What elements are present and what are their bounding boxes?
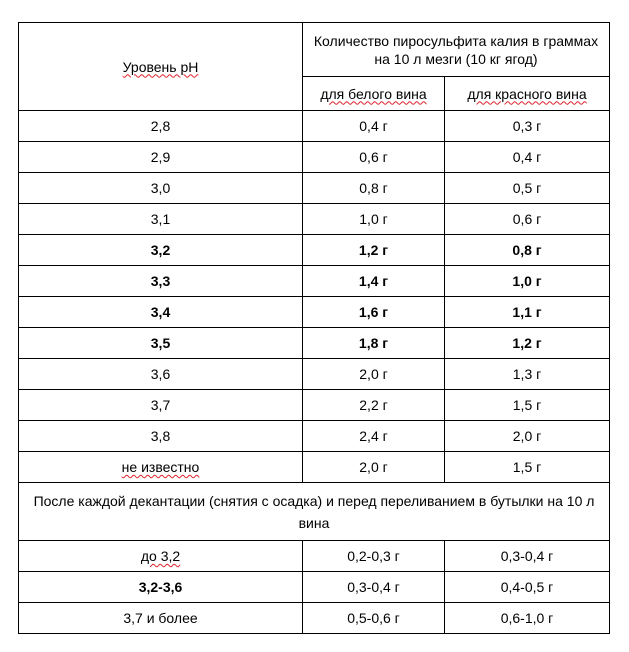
header-row: [19, 23, 610, 77]
section-header-cell: После каждой декантации (снятия с осадка) и перед переливанием в бутылки на 10 л вина: [19, 483, 610, 541]
white-dose-cell: 1,0 г: [303, 204, 445, 235]
ph-cell: 2,9: [19, 142, 303, 173]
ph-cell: [19, 452, 303, 483]
red-dose-cell: 1,2 г: [445, 328, 610, 359]
ph-cell: 3,1: [19, 204, 303, 235]
white-dose-cell: 0,3-0,4 г: [303, 572, 445, 603]
ph-header-cell: [19, 23, 303, 111]
red-dose-cell: 2,0 г: [445, 421, 610, 452]
ph-cell: 3,4: [19, 297, 303, 328]
ph-cell: 3,6: [19, 359, 303, 390]
red-dose-cell: 0,5 г: [445, 173, 610, 204]
white-wine-header-label: для белого вина: [320, 85, 427, 102]
white-dose-cell: 2,0 г: [303, 452, 445, 483]
table-row: [19, 452, 610, 483]
ph-cell: 3,3: [19, 266, 303, 297]
ph-cell: [19, 541, 303, 572]
white-dose-cell: 2,0 г: [303, 359, 445, 390]
white-dose-cell: 2,2 г: [303, 390, 445, 421]
ph-unknown-label: не известно: [121, 459, 200, 475]
table-row: [19, 111, 610, 142]
red-dose-cell: 1,5 г: [445, 390, 610, 421]
table-row: [19, 142, 610, 173]
red-dose-cell: 0,4 г: [445, 142, 610, 173]
red-dose-cell: 0,3-0,4 г: [445, 541, 610, 572]
red-dose-cell: 0,4-0,5 г: [445, 572, 610, 603]
table-row: [19, 390, 610, 421]
table-row: [19, 266, 610, 297]
white-dose-cell: 0,6 г: [303, 142, 445, 173]
table-row: [19, 541, 610, 572]
white-dose-cell: 1,8 г: [303, 328, 445, 359]
ph-cell: 3,7: [19, 390, 303, 421]
table-row: [19, 204, 610, 235]
table-row: [19, 603, 610, 634]
section-header-row: [19, 483, 610, 541]
white-dose-cell: 1,4 г: [303, 266, 445, 297]
table-row: [19, 328, 610, 359]
quantity-header-label: Количество пиросульфита калия в граммах на 10 л мезги (10 кг ягод): [313, 32, 599, 67]
ph-dosage-table: [18, 22, 610, 634]
red-wine-header-cell: [445, 77, 610, 111]
white-dose-cell: 0,8 г: [303, 173, 445, 204]
white-dose-cell: 1,6 г: [303, 297, 445, 328]
table-row: [19, 421, 610, 452]
ph-cell: 3,8: [19, 421, 303, 452]
red-dose-cell: 0,8 г: [445, 235, 610, 266]
ph-header-label: Уровень pH: [122, 58, 199, 75]
ph-range-label: до 3,2: [140, 548, 181, 564]
red-dose-cell: 1,0 г: [445, 266, 610, 297]
ph-cell: 3,2: [19, 235, 303, 266]
ph-cell: 2,8: [19, 111, 303, 142]
red-dose-cell: 1,1 г: [445, 297, 610, 328]
white-dose-cell: 0,5-0,6 г: [303, 603, 445, 634]
white-dose-cell: 0,4 г: [303, 111, 445, 142]
red-dose-cell: 1,3 г: [445, 359, 610, 390]
table-row: [19, 297, 610, 328]
table-row: [19, 235, 610, 266]
ph-cell: 3,2-3,6: [19, 572, 303, 603]
red-dose-cell: 0,6 г: [445, 204, 610, 235]
white-dose-cell: 1,2 г: [303, 235, 445, 266]
white-wine-header-cell: [303, 77, 445, 111]
quantity-header-cell: [303, 23, 610, 77]
ph-cell: 3,0: [19, 173, 303, 204]
white-dose-cell: 0,2-0,3 г: [303, 541, 445, 572]
ph-cell: 3,7 и более: [19, 603, 303, 634]
red-dose-cell: 0,3 г: [445, 111, 610, 142]
table-row: [19, 173, 610, 204]
table-row: [19, 359, 610, 390]
white-dose-cell: 2,4 г: [303, 421, 445, 452]
ph-cell: 3,5: [19, 328, 303, 359]
table-row: [19, 572, 610, 603]
red-wine-header-label: для красного вина: [467, 85, 587, 102]
red-dose-cell: 1,5 г: [445, 452, 610, 483]
red-dose-cell: 0,6-1,0 г: [445, 603, 610, 634]
